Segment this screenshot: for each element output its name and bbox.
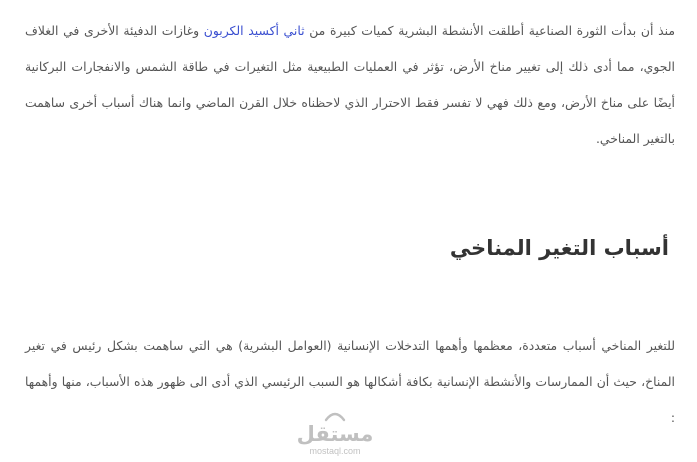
section-heading: أسباب التغير المناخي (449, 236, 669, 260)
carbon-dioxide-link[interactable]: ثاني أكسيد الكربون (203, 23, 305, 38)
watermark-url: mostaql.com (309, 446, 361, 456)
watermark-name: مستقل (296, 422, 374, 446)
intro-text-after-link: وغازات الدفيئة الأخرى في الغلاف الجوي، مما أدى ذلك إلى تغيير مناخ الأرض، تؤثر في العمليات الطبيعية مثل التغيرات في طاقة الشمس والانفجارات البركانية أيضًا على مناخ الأرض، ومع ذلك فهي لا تفسر فقط الاحترار الذي لاحظناه خلال القرن الماضي وانما هناك أسباب أخرى ساهمت بالتغير المناخي. (25, 23, 675, 146)
causes-paragraph: للتغير المناخي أسباب متعددة، معظمها وأهمها التدخلات الإنسانية (العوامل البشرية) هي التي ساهمت بشكل رئيس في تغير المناخ، حيث أن الممارسات والأنشطة الإنسانية بكافة أشكالها هو السبب الرئيسي الذي أدى الى ظهور هذه الأسباب، منها وأهمها : (25, 338, 675, 425)
intro-paragraph (25, 13, 675, 157)
intro-text-before-link: منذ أن بدأت الثورة الصناعية أطلقت الأنشطة البشرية كميات كبيرة من (304, 23, 675, 38)
